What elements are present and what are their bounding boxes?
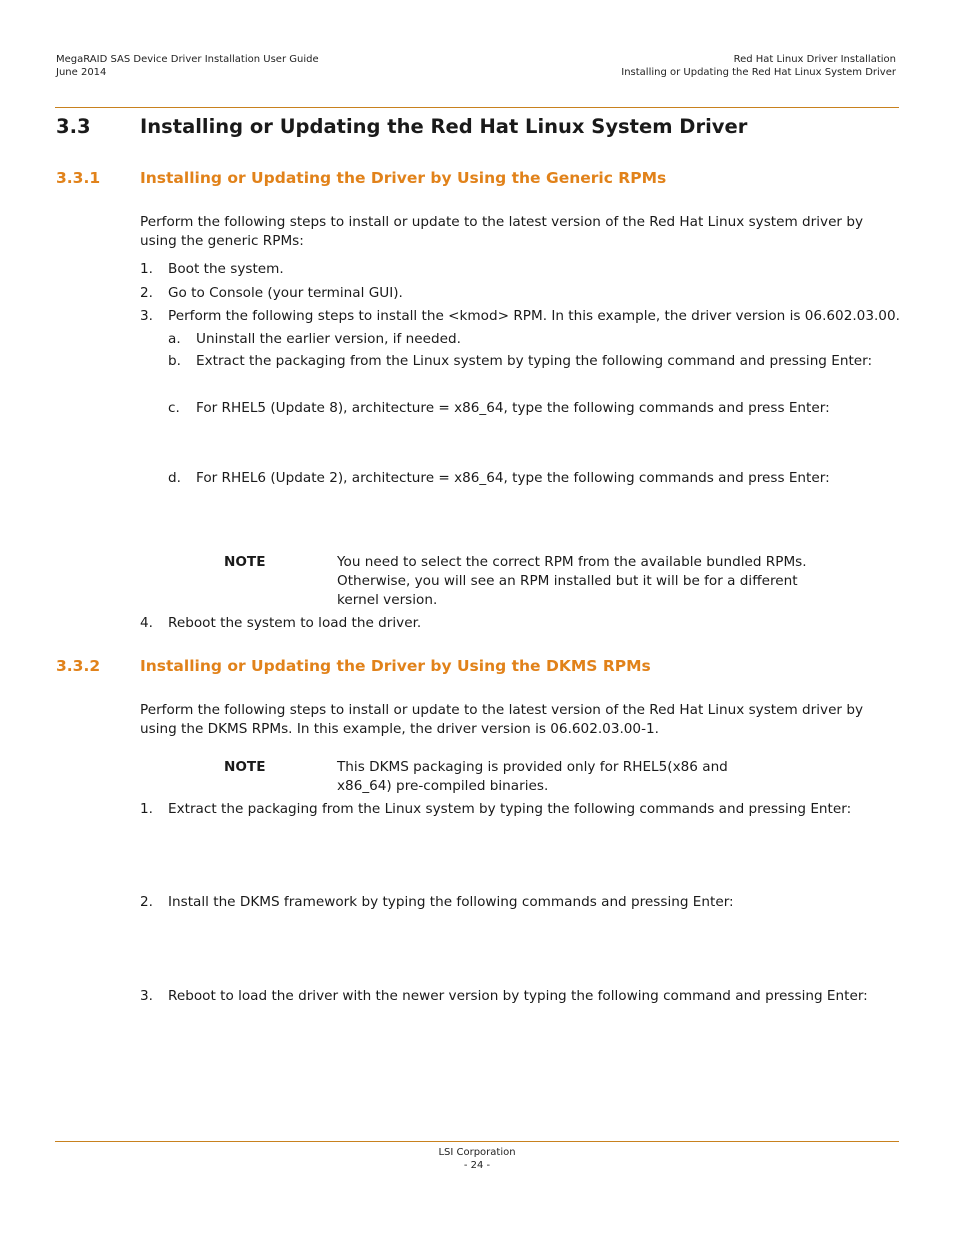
list-marker: 2.	[140, 285, 153, 301]
list-text: Boot the system.	[168, 261, 284, 277]
heading-number: 3.3.2	[56, 657, 101, 675]
heading-number: 3.3	[56, 115, 91, 138]
note-label: NOTE	[224, 759, 266, 775]
list-marker: 3.	[140, 308, 153, 324]
header-divider	[55, 107, 899, 108]
list-marker: d.	[168, 470, 181, 486]
list-marker: 3.	[140, 988, 153, 1004]
list-marker: 1.	[140, 801, 153, 817]
page-number: - 24 -	[463, 1160, 491, 1171]
list-text: Install the DKMS framework by typing the following commands and pressing Enter:	[168, 894, 734, 910]
list-marker: a.	[168, 331, 181, 347]
list-text: Perform the following steps to install the <kmod> RPM. In this example, the driver version is 06.602.03.00.	[168, 308, 900, 324]
list-marker: 1.	[140, 261, 153, 277]
heading-title: Installing or Updating the Red Hat Linux System Driver	[140, 115, 748, 138]
list-marker: c.	[168, 400, 180, 416]
list-text: For RHEL6 (Update 2), architecture = x86_64, type the following commands and press Enter:	[196, 470, 830, 486]
list-text: Go to Console (your terminal GUI).	[168, 285, 403, 301]
heading-title: Installing or Updating the Driver by Using the DKMS RPMs	[140, 657, 651, 675]
list-text: Extract the packaging from the Linux system by typing the following command and pressing Enter:	[196, 353, 873, 369]
doc-title: MegaRAID SAS Device Driver Installation User Guide	[56, 54, 319, 65]
heading-title: Installing or Updating the Driver by Using the Generic RPMs	[140, 169, 667, 187]
intro-paragraph-3-3-2: Perform the following steps to install or update to the latest version of the Red Hat Linux system driver by using the DKMS RPMs. In this example, the driver version is 06.602.03.00-1.	[140, 702, 864, 737]
page-header-left	[56, 54, 319, 79]
list-text: Extract the packaging from the Linux system by typing the following commands and pressing Enter:	[168, 801, 852, 817]
heading-number: 3.3.1	[56, 169, 101, 187]
list-text: For RHEL5 (Update 8), architecture = x86_64, type the following commands and press Enter:	[196, 400, 830, 416]
note-text: This DKMS packaging is provided only for RHEL5(x86 and x86_64) pre-compiled binaries.	[337, 759, 728, 794]
list-marker: 2.	[140, 894, 153, 910]
footer-divider	[55, 1141, 899, 1142]
list-text: Uninstall the earlier version, if needed.	[196, 331, 461, 347]
intro-paragraph-3-3-1: Perform the following steps to install or update to the latest version of the Red Hat Linux system driver by using the generic RPMs:	[140, 214, 864, 249]
doc-date: June 2014	[56, 66, 107, 78]
page-header-right	[621, 54, 896, 79]
footer-company: LSI Corporation	[438, 1147, 516, 1158]
chapter-title: Red Hat Linux Driver Installation	[733, 54, 896, 65]
note-text: You need to select the correct RPM from the available bundled RPMs. Otherwise, you will see an RPM installed but it will be for a different kernel version.	[337, 554, 807, 608]
list-marker: b.	[168, 353, 181, 369]
note-label: NOTE	[224, 554, 266, 570]
section-title: Installing or Updating the Red Hat Linux System Driver	[621, 66, 896, 78]
list-text: Reboot the system to load the driver.	[168, 615, 422, 631]
list-marker: 4.	[140, 615, 153, 631]
list-text: Reboot to load the driver with the newer version by typing the following command and pressing Enter:	[168, 988, 868, 1004]
